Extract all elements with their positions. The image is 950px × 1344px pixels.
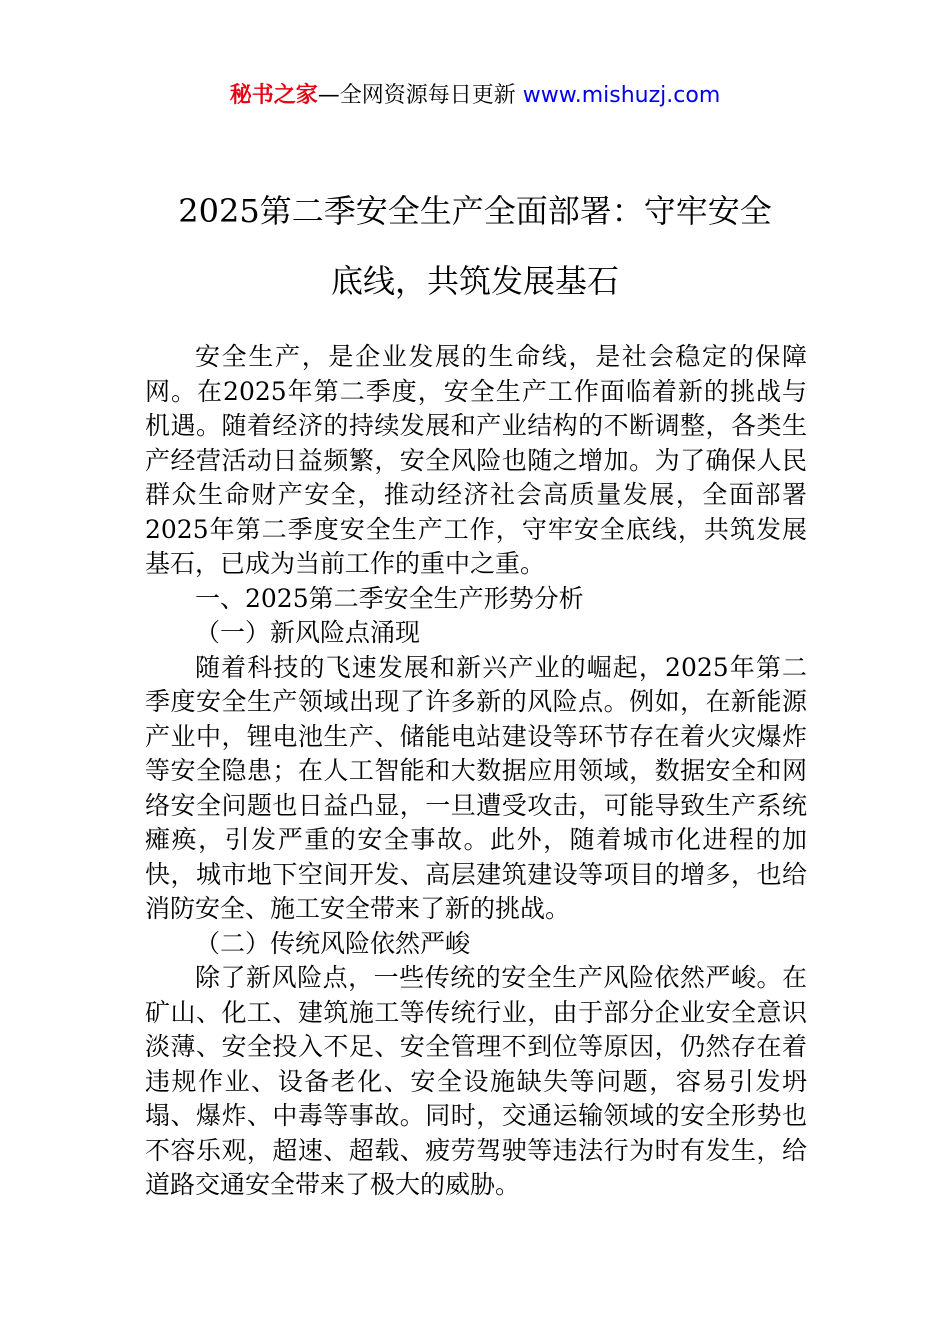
document-title [140,176,810,316]
header-tagline: —全网资源每日更新 [317,83,523,108]
document-body [145,340,807,1203]
title-line-2: 底线，共筑发展基石 [330,262,619,300]
section-heading-1: 一、2025第二季安全生产形势分析 [195,583,584,613]
subsection-heading-1: （一）新风险点涌现 [195,618,421,647]
traditional-risks-paragraph: 除了新风险点，一些传统的安全生产风险依然严峻。在矿山、化工、建筑施工等传统行业，由于部分企业安全意识淡薄、安全投入不足、安全管理不到位等原因，仍然存在着违规作业、设备老化、安全设施缺失等问题，容易引发坍塌、爆炸、中毒等事故。同时，交通运输领域的安全形势也不容乐观，超速、超载、疲劳驾驶等违法行为时有发生，给道路交通安全带来了极大的威胁。 [145,963,807,1199]
site-header [0,80,950,112]
subsection-heading-2: （二）传统风险依然严峻 [195,928,471,958]
brand-name: 秘书之家 [229,83,318,108]
new-risks-paragraph: 随着科技的飞速发展和新兴产业的崛起，2025年第二季度安全生产领域出现了许多新的风险点。例如，在新能源产业中，锂电池生产、储能电站建设等环节存在着火灾爆炸等安全隐患；在人工智能和大数据应用领域，数据安全和网络安全问题也日益凸显，一旦遭受攻击，可能导致生产系统瘫痪，引发严重的安全事故。此外，随着城市化进程的加快，城市地下空间开发、高层建筑建设等项目的增多，也给消防安全、施工安全带来了新的挑战。 [145,652,807,923]
title-line-1: 2025第二季安全生产全面部署：守牢安全 [178,192,772,230]
intro-paragraph: 安全生产，是企业发展的生命线，是社会稳定的保障网。在2025年第二季度，安全生产工作面临着新的挑战与机遇。随着经济的持续发展和产业结构的不断调整，各类生产经营活动日益频繁，安全风险也随之增加。为了确保人民群众生命财产安全，推动经济社会高质量发展，全面部署2025年第二季度安全生产工作，守牢安全底线，共筑发展基石，已成为当前工作的重中之重。 [145,342,807,578]
site-url-link[interactable]: www.mishuzj.com [522,83,721,108]
